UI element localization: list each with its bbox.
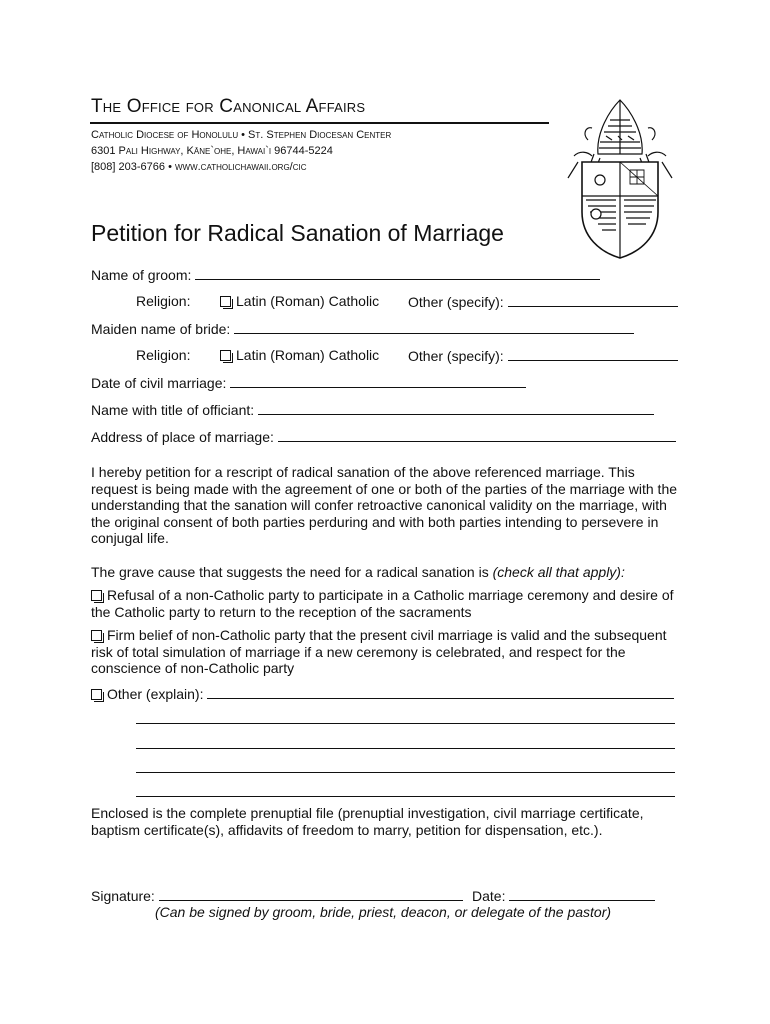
grave-cause-text: The grave cause that suggests the need for a radical sanation is [91, 564, 489, 580]
office-address-block [91, 127, 391, 175]
groom-other-field[interactable] [508, 292, 678, 307]
cause-belief-text: Firm belief of non-Catholic party that the present civil marriage is valid and the subsequent risk of total simulation of marriage if a new ceremony is celebrated, and respect for the conscience of non-Catholic party [91, 627, 667, 676]
explain-line-2[interactable] [136, 748, 675, 749]
bride-name-field[interactable] [234, 319, 634, 334]
officiant-field[interactable] [258, 400, 654, 415]
signature-field[interactable] [159, 886, 463, 901]
groom-latin-label: Latin (Roman) Catholic [236, 293, 380, 309]
bride-name-row [91, 319, 634, 338]
signature-label: Signature: [91, 888, 155, 904]
cause-refusal-checkbox[interactable] [91, 590, 102, 601]
address-line: 6301 Pali Highway, Kāne`ohe, Hawai`i 96744-5224 [91, 145, 333, 157]
contact-line: [808] 203-6766 • www.catholichawaii.org/cic [91, 161, 307, 173]
bride-latin-label: Latin (Roman) Catholic [236, 347, 380, 363]
groom-name-field[interactable] [195, 265, 600, 280]
bride-latin-option[interactable] [220, 346, 379, 364]
date-row [472, 886, 655, 905]
cause-other-field[interactable] [207, 684, 674, 699]
bride-religion-label: Religion: [136, 347, 191, 363]
diocese-line: Catholic Diocese of Honolulu • St. Stephen Diocesan Center [91, 129, 392, 141]
explain-line-1[interactable] [136, 723, 675, 724]
date-label: Date: [472, 888, 506, 904]
groom-name-row [91, 265, 600, 284]
explain-line-4[interactable] [136, 796, 675, 797]
civil-date-field[interactable] [230, 373, 526, 388]
address-field[interactable] [278, 427, 676, 442]
groom-latin-checkbox[interactable] [220, 296, 231, 307]
cause-other-row [91, 684, 674, 703]
signature-note: (Can be signed by groom, bride, priest, deacon, or delegate of the pastor) [155, 904, 612, 920]
bride-other-row [408, 346, 678, 365]
groom-religion-label: Religion: [136, 293, 191, 309]
address-row [91, 427, 676, 446]
officiant-row [91, 400, 654, 419]
cause-belief-item[interactable] [91, 627, 681, 677]
bride-other-field[interactable] [508, 346, 678, 361]
enclosed-paragraph: Enclosed is the complete prenuptial file (prenuptial investigation, civil marriage certificate, baptism certificate(s), affidavits of freedom to marry, petition for dispensation, etc.). [91, 805, 644, 838]
groom-name-label: Name of groom: [91, 267, 192, 283]
date-field[interactable] [509, 886, 655, 901]
grave-cause-hint: (check all that apply): [492, 564, 625, 580]
groom-other-label: Other (specify): [408, 294, 504, 310]
header-rule [90, 122, 549, 124]
cause-refusal-text: Refusal of a non-Catholic party to participate in a Catholic marriage ceremony and desire of the Catholic party to return to the reception of the sacraments [91, 587, 674, 620]
explain-line-3[interactable] [136, 772, 675, 773]
cause-belief-checkbox[interactable] [91, 630, 102, 641]
grave-cause-row [91, 563, 625, 581]
bride-other-label: Other (specify): [408, 348, 504, 364]
office-title: The Office for Canonical Affairs [91, 96, 366, 117]
cause-other-checkbox[interactable] [91, 689, 102, 700]
civil-date-label: Date of civil marriage: [91, 375, 227, 391]
civil-date-row [91, 373, 526, 392]
signature-row [91, 886, 463, 905]
bride-latin-checkbox[interactable] [220, 350, 231, 361]
bride-name-label: Maiden name of bride: [91, 321, 231, 337]
groom-other-row [408, 292, 678, 311]
address-label: Address of place of marriage: [91, 429, 274, 445]
groom-latin-option[interactable] [220, 292, 379, 310]
petition-paragraph: I hereby petition for a rescript of radical sanation of the above referenced marriage. This request is being made with the agreement of one or both of the parties of the marriage with the understanding that the sanation will confer retroactive canonical validity on the marriage, with the original consent of both parties perduring and with both parties intending to persevere in conjugal life. [91, 464, 678, 546]
form-title: Petition for Radical Sanation of Marriage [91, 220, 504, 246]
cause-other-label: Other (explain): [107, 686, 204, 702]
cause-refusal-item[interactable] [91, 587, 681, 620]
officiant-label: Name with title of officiant: [91, 402, 255, 418]
coat-of-arms-icon [560, 92, 680, 262]
